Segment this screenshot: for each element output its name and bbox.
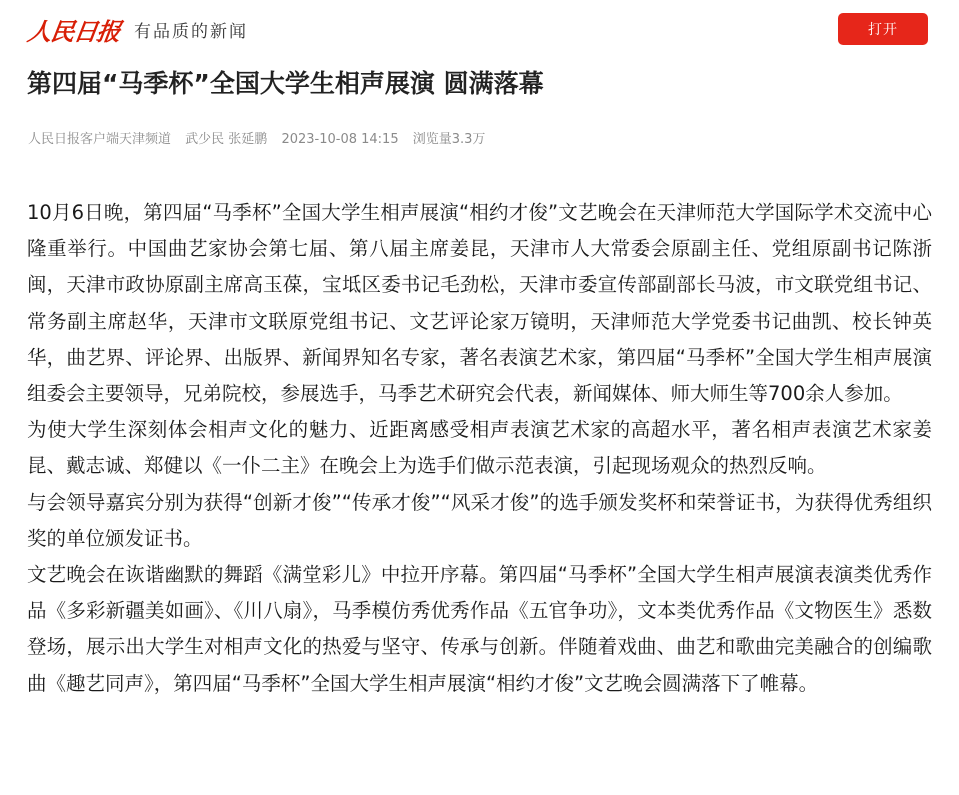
article-paragraph: 文艺晚会在诙谐幽默的舞蹈《满堂彩儿》中拉开序幕。第四届“马季杯”全国大学生相声展演表演类优秀作品《多彩新疆美如画》、《川八扇》，马季模仿秀优秀作品《五官争功》，文本类优秀作品《文物医生》悉数登场，展示出大学生对相声文化的热爱与坚守、传承与创新。伴随着戏曲、曲艺和歌曲完美融合的创编歌曲《趣艺同声》，第四届“马季杯”全国大学生相声展演“相约才俊”文艺晚会圆满落下了帷幕。 (27, 563, 932, 695)
app-header (0, 0, 959, 60)
article-datetime: 2023-10-08 14:15 (281, 132, 399, 147)
peoples-daily-logo: 人民日报 (25, 16, 122, 46)
article-source[interactable]: 人民日报客户端天津频道 (28, 132, 172, 147)
brand-logo[interactable] (25, 12, 248, 46)
article-meta (28, 128, 495, 147)
article-views: 浏览量3.3万 (412, 132, 486, 147)
article-paragraph: 与会领导嘉宾分别为获得“创新才俊”“传承才俊”“风采才俊”的选手颁发奖杯和荣誉证书，为获得优秀组织奖的单位颁发证书。 (27, 490, 932, 550)
article-title: 第四届“马季杯”全国大学生相声展演 圆满落幕 (27, 69, 544, 98)
article-paragraph: 10月6日晚，第四届“马季杯”全国大学生相声展演“相约才俊”文艺晚会在天津师范大学国际学术交流中心隆重举行。中国曲艺家协会第七届、第八届主席姜昆，天津市人大常委会原副主任、党组原副书记陈浙闽，天津市政协原副主席高玉葆，宝坻区委书记毛劲松，天津市委宣传部副部长马波，市文联党组书记、常务副主席赵华，天津市文联原党组书记、文艺评论家万镜明，天津师范大学党委书记曲凯、校长钟英华，曲艺界、评论界、出版界、新闻界知名专家，著名表演艺术家，第四届“马季杯”全国大学生相声展演组委会主要领导，兄弟院校，参展选手，马季艺术研究会代表，新闻媒体、师大师生等700余人参加。 (27, 201, 932, 406)
brand-slogan: 有品质的新闻 (134, 21, 248, 42)
open-app-button[interactable]: 打开 (838, 13, 928, 45)
article-authors: 武少民 张延鹏 (185, 132, 268, 147)
article-paragraph: 为使大学生深刻体会相声文化的魅力、近距离感受相声表演艺术家的高超水平，著名相声表演艺术家姜昆、戴志诚、郑健以《一仆二主》在晚会上为选手们做示范表演，引起现场观众的热烈反响。 (27, 418, 932, 478)
article-body (27, 195, 932, 702)
